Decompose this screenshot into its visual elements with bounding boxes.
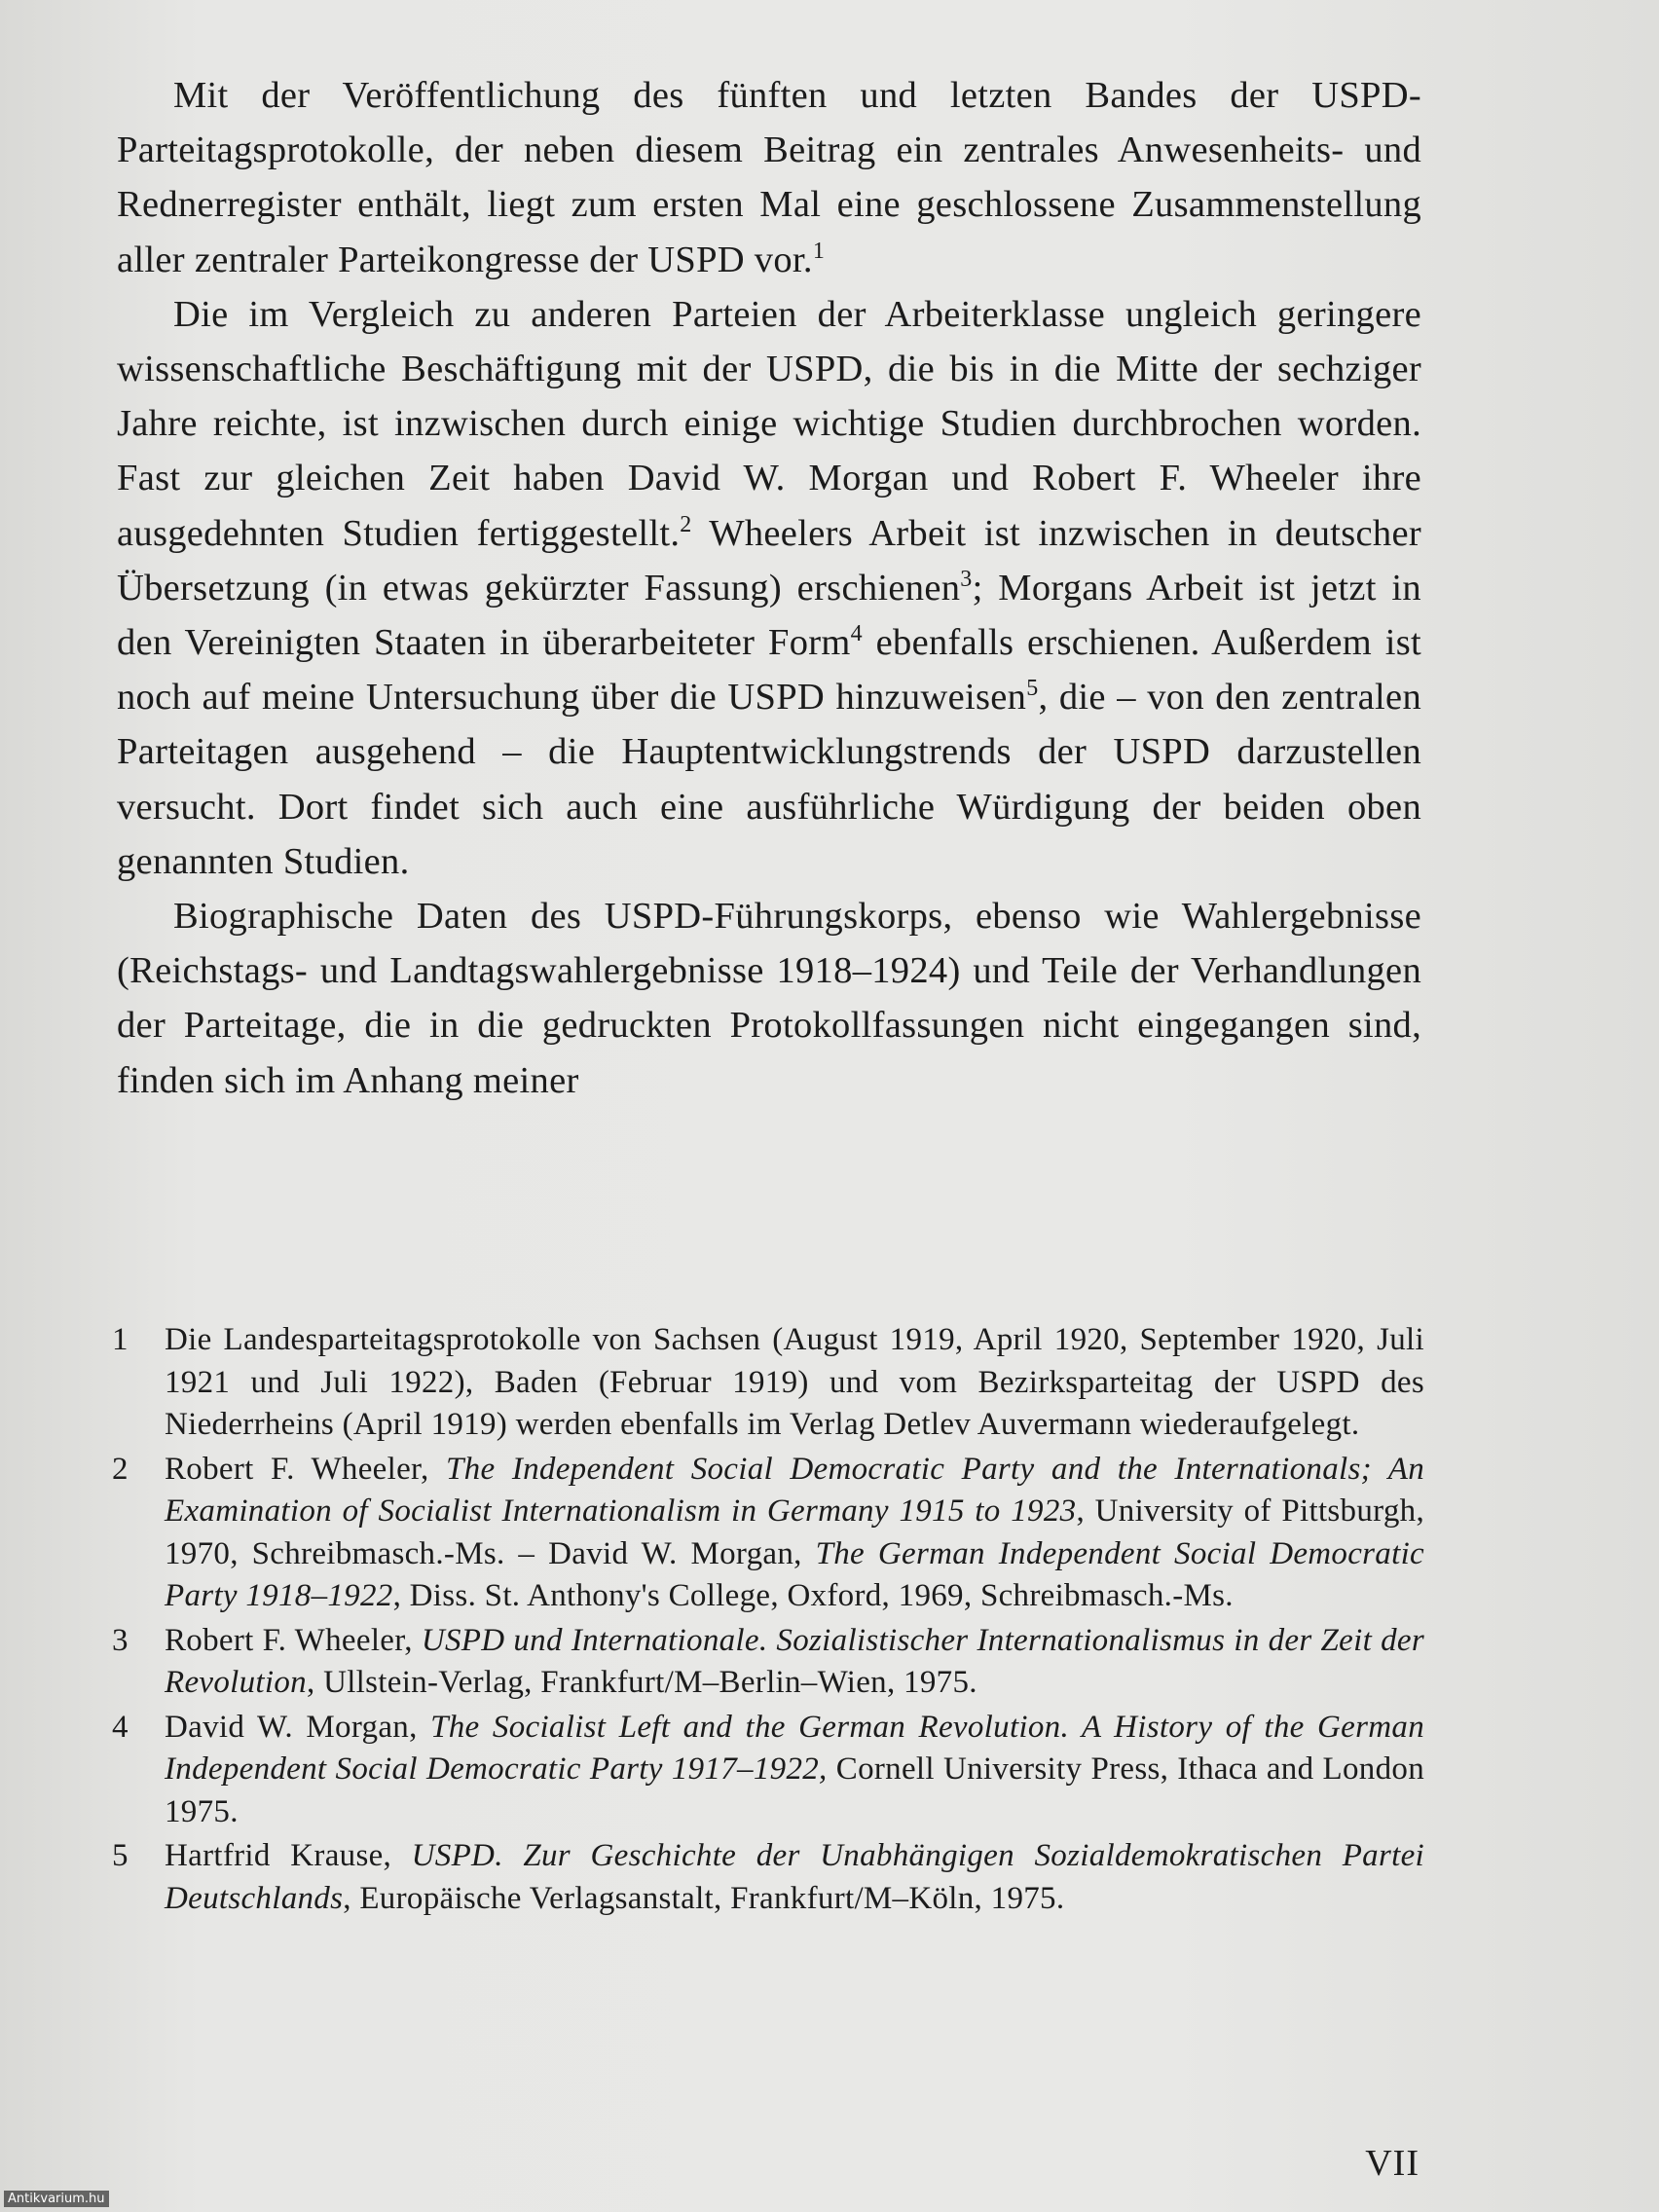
paragraph-2-part-3: ; Morgans Arbeit ist jetzt in den Vereinigten Staaten in überarbeiteter Form	[117, 567, 1421, 664]
footnote-4-title: The Socialist Left and the German Revolution. A History of the German Independent Social Democratic Party 1917–1922,	[165, 1709, 1424, 1787]
footnote-number: 2	[112, 1451, 129, 1487]
footnote-ref-1: 1	[812, 238, 826, 264]
footnote-number: 5	[112, 1838, 129, 1873]
footnote-number: 1	[112, 1322, 129, 1357]
footnote-number: 3	[112, 1622, 129, 1658]
paragraph-2	[117, 287, 1421, 889]
footnote-ref-3: 3	[960, 567, 973, 592]
footnote-text	[165, 1707, 1424, 1834]
footnote-ref-5: 5	[1026, 676, 1039, 702]
footnote-4-author: David W. Morgan,	[165, 1709, 431, 1745]
footnote-ref-2: 2	[680, 511, 692, 537]
footnote-2-source-2: , Diss. St. Anthony's College, Oxford, 1969, Schreibmasch.-Ms.	[392, 1578, 1234, 1613]
footnote-2-title-1: The Independent Social Democratic Party and the Internationals; An Examination of Socialist Internationalism in Germany 1915 to 1923	[165, 1451, 1425, 1529]
paragraph-2-part-5: , die – von den zentralen Parteitagen ausgehend – die Hauptentwicklungstrends der USPD darzustellen versucht. Dort findet sich auch eine ausführliche Würdigung der beiden oben genannten Studien.	[117, 677, 1421, 882]
paragraph-3	[117, 889, 1421, 1108]
footnote-3	[112, 1620, 1424, 1705]
footnote-4-source: Cornell University Press, Ithaca and London 1975.	[165, 1751, 1424, 1829]
footnote-3-title: USPD und Internationale. Sozialistischer Internationalismus in der Zeit der Revolution	[165, 1622, 1424, 1700]
footnote-1-text: Die Landesparteitagsprotokolle von Sachsen (August 1919, April 1920, September 1920, Juli 1921 und Juli 1922), Baden (Februar 1919) und vom Bezirksparteitag der USPD des Niederrheins (April 1919) werden ebenfalls im Verlag Detlev Auvermann wiederaufgelegt.	[165, 1322, 1424, 1442]
footnote-ref-4: 4	[850, 621, 863, 647]
footnote-4	[112, 1707, 1424, 1834]
footnote-2-author: Robert F. Wheeler,	[165, 1451, 446, 1487]
footnotes	[112, 1319, 1424, 1922]
paragraph-2-part-4: ebenfalls erschienen. Außerdem ist noch auf meine Untersuchung über die USPD hinzuweisen	[117, 622, 1421, 719]
footnote-text	[165, 1319, 1424, 1447]
footnote-5	[112, 1835, 1424, 1920]
footnote-5-title: USPD. Zur Geschichte der Unabhängigen Sozialdemokratischen Partei Deutschlands	[165, 1838, 1424, 1916]
paragraph-1-text: Mit der Veröffentlichung des fünften und letzten Bandes der USPD-Parteitagsprotokolle, der neben diesem Beitrag ein zentrales Anwesenheits- und Rednerregister enthält, liegt zum ersten Mal eine geschlossene Zusammenstellung aller zentraler Parteikongresse der USPD vor.	[117, 75, 1421, 280]
footnote-2-title-2: The German Independent Social Democratic Party 1918–1922	[165, 1535, 1424, 1613]
paragraph-2-part-2: Wheelers Arbeit ist inzwischen in deutscher Übersetzung (in etwas gekürzter Fassung) erschienen	[117, 512, 1421, 608]
footnote-number: 4	[112, 1709, 129, 1745]
footnote-2-source-1: , University of Pittsburgh, 1970, Schreibmasch.-Ms. – David W. Morgan,	[165, 1493, 1424, 1571]
footnote-5-source: , Europäische Verlagsanstalt, Frankfurt/M–Köln, 1975.	[343, 1880, 1065, 1916]
main-text	[117, 68, 1421, 1108]
footnote-text	[165, 1449, 1424, 1618]
footnote-1	[112, 1319, 1424, 1447]
footnote-3-author: Robert F. Wheeler,	[165, 1622, 422, 1658]
paragraph-3-text: Biographische Daten des USPD-Führungskorps, ebenso wie Wahlergebnisse (Reichstags- und Landtagswahlergebnisse 1918–1924) und Teile der Verhandlungen der Parteitage, die in die gedruckten Protokollfassungen nicht eingegangen sind, finden sich im Anhang meiner	[117, 896, 1421, 1101]
footnote-3-source: , Ullstein-Verlag, Frankfurt/M–Berlin–Wien, 1975.	[306, 1665, 977, 1700]
footnote-5-author: Hartfrid Krause,	[165, 1838, 412, 1873]
page-number: VII	[1365, 2143, 1419, 2184]
watermark: Antikvarium.hu	[4, 2191, 109, 2207]
footnote-text	[165, 1835, 1424, 1920]
footnote-2	[112, 1449, 1424, 1618]
paragraph-2-part-1: Die im Vergleich zu anderen Parteien der Arbeiterklasse ungleich geringere wissenschaftliche Beschäftigung mit der USPD, die bis in die Mitte der sechziger Jahre reichte, ist inzwischen durch einige wichtige Studien durchbrochen worden. Fast zur gleichen Zeit haben David W. Morgan und Robert F. Wheeler ihre ausgedehnten Studien fertiggestellt.	[117, 293, 1421, 554]
footnote-text	[165, 1620, 1424, 1705]
paragraph-1	[117, 68, 1421, 287]
